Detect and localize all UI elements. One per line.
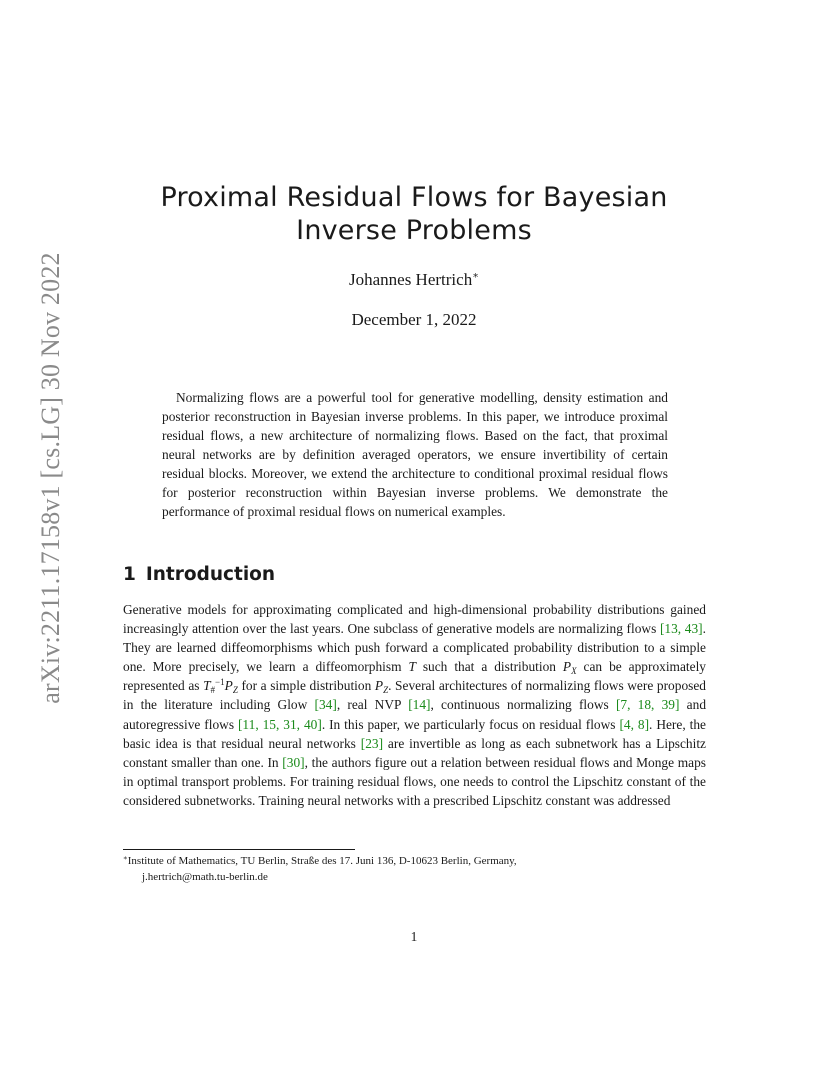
citation-link[interactable]: [30] (282, 754, 305, 770)
intro-text: , the authors figure out a relation between residual flows and Monge maps in optimal transport problems. For training residual flows, one needs to control the Lipschitz constant of the considered subnetworks. Training neural networks with a prescribed Lipschitz constant was addressed (123, 754, 707, 808)
intro-text: for a simple distribution (237, 678, 375, 694)
intro-text: . Several architectures of normalizing flows were proposed in the literature including Glow (123, 678, 706, 713)
math-symbol: P (562, 659, 572, 675)
intro-text: Generative models for approximating complicated and high-dimensional probability distributions gained increasingly attention over the last years. One subclass of generative models are normalizing flows (123, 602, 706, 637)
abstract (162, 388, 668, 521)
math-symbol: T (203, 678, 211, 694)
author-name: Johannes Hertrich (348, 270, 473, 289)
math-subscript: # (210, 685, 216, 696)
section-number: 1 (123, 564, 136, 585)
intro-text: are invertible as long as each subnetwork has a Lipschitz constant smaller than one. In (123, 735, 706, 770)
intro-text: . Here, the basic idea is that residual neural networks (123, 716, 706, 751)
citation-link[interactable]: [34] (314, 697, 337, 713)
intro-paragraph (123, 600, 706, 810)
arxiv-identifier: arXiv:2211.17158v1 [cs.LG] 30 Nov 2022 (36, 252, 65, 704)
math-symbol: T (408, 659, 416, 675)
intro-text: such that a distribution (415, 659, 563, 675)
intro-text: . They are learned diffeomorphisms which push forward a complicated probability distribution to a simple one. More precisely, we learn a diffeomorphism (123, 621, 706, 675)
citation-link[interactable]: [23] (360, 735, 384, 751)
math-subscript: Z (383, 685, 389, 696)
math-superscript: −1 (215, 677, 225, 688)
footnote-mark: ∗ (123, 854, 128, 862)
citation-link[interactable]: [11, 15, 31, 40] (237, 716, 322, 732)
author-footnote-mark: ∗ (472, 270, 479, 282)
section-title: Introduction (145, 564, 276, 585)
math-symbol: P (374, 678, 384, 694)
abstract-text: Normalizing flows are a powerful tool for generative modelling, density estimation and posterior reconstruction in Bayesian inverse problems. In this paper, we introduce proximal residual flows, a new architecture of normalizing flows. Based on the fact, that proximal neural networks are by definition averaged operators, we ensure invertibility of certain residual blocks. Moreover, we extend the architecture to conditional proximal residual flows for posterior reconstruction within Bayesian inverse problems. We demonstrate the performance of proximal residual flows on numerical examples. (162, 390, 668, 519)
intro-text: , continuous normalizing flows (430, 697, 616, 713)
page-number: 1 (410, 929, 418, 944)
footnote (123, 853, 706, 885)
footnote-email[interactable]: j.hertrich@math.tu-berlin.de (142, 871, 268, 883)
citation-link[interactable]: [4, 8] (619, 716, 650, 732)
title-line-1: Proximal Residual Flows for Bayesian (160, 182, 668, 213)
math-subscript: X (571, 666, 577, 677)
intro-text: and autoregressive flows (123, 697, 707, 732)
footnote-affiliation: Institute of Mathematics, TU Berlin, Straße des 17. Juni 136, D-10623 Berlin, Germany, (127, 855, 517, 867)
math-symbol: P (224, 678, 233, 694)
intro-text: . In this paper, we particularly focus on residual flows (321, 716, 620, 732)
intro-text: , real NVP (336, 697, 409, 713)
section-heading (123, 564, 275, 585)
citation-link[interactable]: [7, 18, 39] (615, 697, 680, 713)
intro-text: can be approximately represented as (123, 659, 706, 694)
date: December 1, 2022 (351, 310, 477, 329)
citation-link[interactable]: [14] (408, 697, 431, 713)
citation-link[interactable]: [13, 43] (659, 621, 703, 637)
title-line-2: Inverse Problems (296, 215, 532, 246)
author (0, 270, 828, 290)
math-subscript: Z (232, 685, 238, 696)
paper-title (120, 181, 708, 247)
footnote-rule (123, 849, 355, 850)
